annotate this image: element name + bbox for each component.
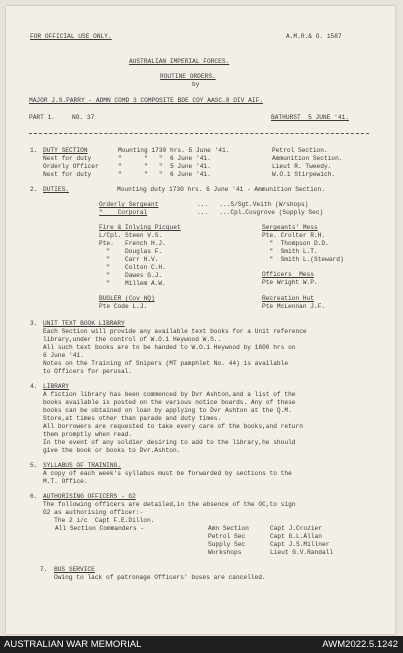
- section-number: 4.: [30, 383, 38, 390]
- recreation-hut-heading: Recreation Hut: [262, 295, 314, 302]
- section-heading: BUS SERVICE: [54, 566, 95, 573]
- commander-name: Capt G.L.Allan: [270, 533, 322, 540]
- list-item: " Smith L.(Steward): [262, 256, 344, 263]
- list-item: " Douglas F.: [99, 248, 163, 255]
- commander-name: Capt J.S.Millner: [270, 541, 330, 548]
- by-line: by: [192, 81, 200, 88]
- sergeants-mess-heading: Sergeants' Mess: [262, 224, 318, 231]
- paragraph-line: 6 June '41.: [43, 352, 84, 359]
- paragraph-line: books can be obtained on loan by applying to Dvr Ashton at the Q.M.: [43, 407, 292, 414]
- roster-time: " " " 5 June '41.: [118, 163, 211, 170]
- paragraph-line: to Officers for perusal.: [43, 368, 133, 375]
- section-number: 6.: [30, 493, 38, 500]
- page-title: ROUTINE ORDERS.: [160, 73, 216, 80]
- list-item: " Colton C.H.: [99, 264, 166, 271]
- duties-text: Mounting duty 1730 hrs. 6 June '41 - Ammunition Section.: [117, 186, 325, 193]
- section-heading: UNIT TEXT BOOK LIBRARY: [43, 320, 125, 327]
- section-heading: SYLLABUS OF TRAINING.: [43, 462, 121, 469]
- paragraph-line: Each Section will provide any available text books for a Unit reference: [43, 328, 307, 335]
- section-number: 3.: [30, 320, 38, 327]
- list-item: " Carr H.V.: [99, 256, 159, 263]
- paragraph-line: All such text books are to be handed to W.O.1 Heywood by 1600 hrs on: [43, 344, 296, 351]
- officers-mess-item: Pte Wright W.P.: [262, 279, 318, 286]
- force-title: AUSTRALIAN IMPERIAL FORCES.: [129, 58, 230, 65]
- paragraph-line: A fiction library has been commenced by Dvr Ashton,and a list of the: [43, 391, 296, 398]
- footer-banner: [0, 636, 403, 653]
- section-heading: AUTHORISING OFFICERS - G2: [43, 493, 136, 500]
- picquet-heading: Fire & Inlying Picquet: [99, 224, 181, 231]
- paragraph-line: them promptly when read.: [43, 431, 133, 438]
- orderly-sergeant-value: ... ...S/Sgt.Veith (W/shops): [197, 201, 309, 208]
- commander-name: Capt J.Crozier: [270, 525, 322, 532]
- roster-assignee: Ammunition Section.: [272, 155, 343, 162]
- list-item: Pte. Crolter R.H.: [262, 232, 326, 239]
- footer-accession-number: AWM2022.5.1242: [322, 639, 398, 650]
- roster-label: Next for duty: [43, 171, 92, 178]
- orderly-sergeant-label: Orderly Sergeant: [99, 201, 159, 208]
- roster-time: " " " 6 June '41.: [118, 171, 211, 178]
- paragraph-line: In the event of any soldier desiring to add to the library,he should: [43, 439, 296, 446]
- paragraph-line: M.T. Office.: [43, 478, 88, 485]
- section-number: 2.: [30, 186, 38, 193]
- roster-label: Next for duty: [43, 155, 92, 162]
- part-label: PART 1.: [29, 114, 55, 121]
- paragraph-line: library,under the control of W.O.1 Heywood W.S..: [43, 336, 222, 343]
- paragraph-line: All borrowers are requested to take every care of the books,and return: [43, 423, 303, 430]
- paragraph-line: G2 as authorising officer:-: [43, 509, 144, 516]
- list-item: " Thompson D.D.: [262, 240, 329, 247]
- commander-section: Amn Section: [208, 525, 249, 532]
- commander-section: Supply Sec: [208, 541, 246, 548]
- recreation-hut-item: Pte McLennan J.F.: [262, 303, 326, 310]
- paragraph-line: The following officers are detailed,in the absence of the OC,to sign: [43, 501, 296, 508]
- roster-assignee: Lieut R. Tweedy.: [272, 163, 332, 170]
- section-number: 7.: [40, 566, 48, 573]
- divider: [29, 133, 369, 134]
- paragraph-line: Owing to lack of patronage Officers' buses are cancelled.: [54, 574, 266, 581]
- orderly-corporal-label: " Corporal: [99, 209, 148, 216]
- commander-section: Petrol Sec: [208, 533, 246, 540]
- list-item: L/Cpl. Steen V.S.: [99, 232, 163, 239]
- roster-label: DUTY SECTION: [43, 147, 88, 154]
- paragraph-line: give the book or books to Dvr.Ashton.: [43, 447, 181, 454]
- form-code: A.M.R.& O. 1587: [286, 33, 342, 40]
- section-heading: LIBRARY: [43, 383, 69, 390]
- paragraph-line: A copy of each week's syllabus must be forwarded by sections to the: [43, 470, 292, 477]
- commander-name: Lieut G.V.Randall: [270, 549, 334, 556]
- classification: FOR OFFICIAL USE ONLY.: [30, 33, 112, 40]
- roster-time: " " " 6 June '41.: [118, 155, 211, 162]
- list-item: " Millem A.W.: [99, 280, 166, 287]
- commanders-label: All Section Commanders -: [55, 525, 145, 532]
- list-item: Pte. French H.J.: [99, 240, 166, 247]
- list-item: " Dawes G.J.: [99, 272, 163, 279]
- section-heading: DUTIES.: [43, 186, 69, 193]
- officer-line: MAJOR J.S.PARRY - ADMN COMD 3 COMPOSITE BDE COY AASC.8 DIV AIF.: [29, 97, 263, 104]
- officers-mess-heading: Officers Mess: [262, 271, 314, 278]
- order-number: NO. 37: [72, 114, 95, 121]
- section-number: 5.: [30, 462, 38, 469]
- orderly-corporal-value: ... ...Cpl.Cosgrove (Supply Sec): [197, 209, 324, 216]
- paragraph-line: Notes on the Training of Snipers (MT pamphlet No. 44) is available: [43, 360, 289, 367]
- paragraph-line: The 2 i/c Capt F.E.Dillon.: [43, 517, 155, 524]
- roster-time: Mounting 1730 hrs. 5 June '41.: [118, 147, 230, 154]
- bugler-heading: BUGLER (Cov HQ): [99, 295, 155, 302]
- section-number: 1.: [30, 147, 38, 154]
- footer-institution: AUSTRALIAN WAR MEMORIAL: [4, 639, 142, 650]
- roster-assignee: Petrol Section.: [272, 147, 328, 154]
- roster-label: Orderly Officer: [43, 163, 99, 170]
- place-date: BATHURST 5 JUNE '41.: [271, 114, 349, 121]
- paragraph-line: Store,at times other than parade and duty times.: [43, 415, 222, 422]
- list-item: " Smith L.T.: [262, 248, 318, 255]
- paragraph-line: books available is posted on the various notice boards. Any of these: [43, 399, 296, 406]
- bugler-item: Pte Code L.J.: [99, 303, 148, 310]
- commander-section: Workshops: [208, 549, 242, 556]
- roster-assignee: W.O.1 Stirpewich.: [272, 171, 336, 178]
